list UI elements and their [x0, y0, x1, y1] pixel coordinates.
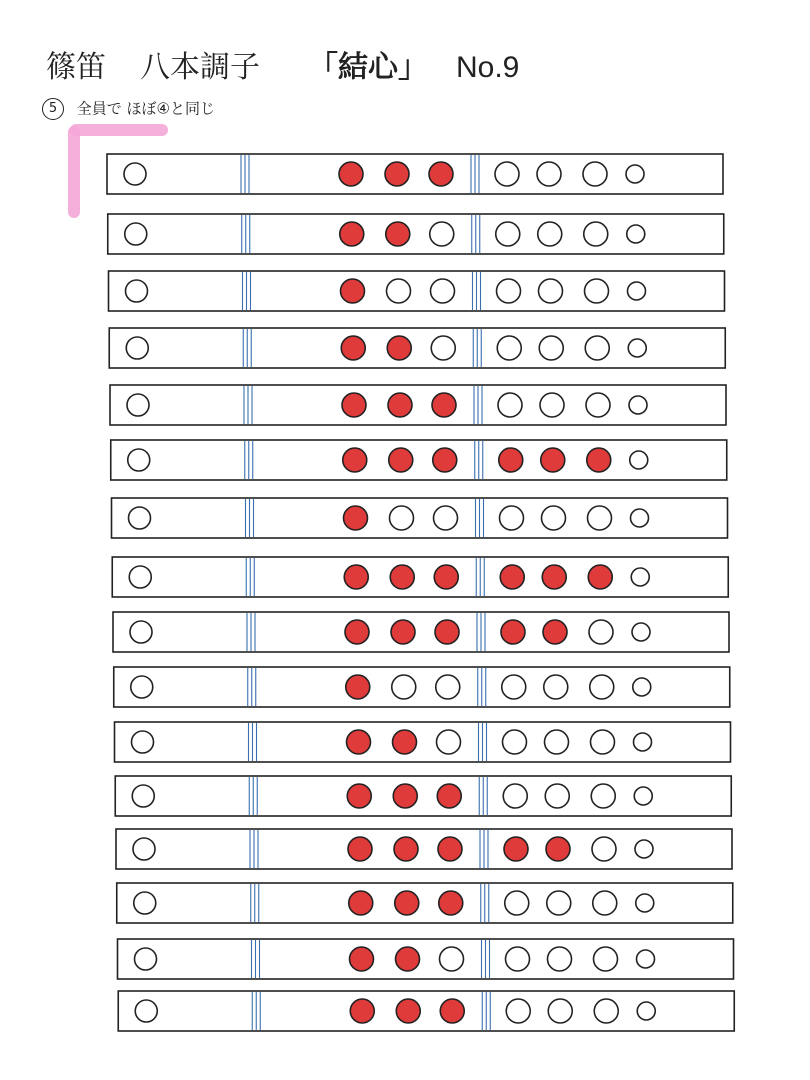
finger-hole-open: [585, 279, 609, 303]
flute-body: [109, 328, 725, 368]
finger-hole-open: [637, 950, 655, 968]
finger-hole-closed: [350, 947, 374, 971]
fingering-row: [118, 939, 734, 979]
embouchure-hole: [135, 948, 157, 970]
embouchure-hole: [124, 163, 146, 185]
embouchure-hole: [134, 892, 156, 914]
embouchure-hole: [127, 394, 149, 416]
finger-hole-open: [495, 162, 519, 186]
embouchure-hole: [129, 566, 151, 588]
finger-hole-closed: [541, 448, 565, 472]
finger-hole-closed: [346, 675, 370, 699]
finger-hole-closed: [438, 837, 462, 861]
finger-hole-open: [548, 999, 572, 1023]
finger-hole-closed: [439, 891, 463, 915]
finger-hole-closed: [429, 162, 453, 186]
flute-body: [118, 991, 734, 1031]
finger-hole-open: [634, 787, 652, 805]
finger-hole-open: [431, 279, 455, 303]
finger-hole-closed: [348, 837, 372, 861]
finger-hole-open: [544, 675, 568, 699]
finger-hole-open: [631, 568, 649, 586]
finger-hole-open: [545, 784, 569, 808]
finger-hole-closed: [437, 784, 461, 808]
finger-hole-closed: [394, 837, 418, 861]
finger-hole-closed: [546, 837, 570, 861]
fingering-row: [113, 612, 729, 652]
finger-hole-open: [636, 894, 654, 912]
finger-hole-closed: [393, 784, 417, 808]
flute-body: [113, 612, 729, 652]
finger-hole-closed: [393, 730, 417, 754]
flute-body: [114, 667, 730, 707]
fingering-row: [112, 557, 728, 597]
finger-hole-open: [628, 282, 646, 300]
finger-hole-open: [585, 336, 609, 360]
finger-hole-open: [633, 678, 651, 696]
finger-hole-closed: [434, 565, 458, 589]
finger-hole-open: [503, 730, 527, 754]
finger-hole-open: [436, 675, 460, 699]
embouchure-hole: [126, 280, 148, 302]
sheet-number: No.9: [456, 51, 520, 84]
embouchure-hole: [133, 838, 155, 860]
finger-hole-open: [537, 162, 561, 186]
embouchure-hole: [128, 449, 150, 471]
finger-hole-open: [586, 393, 610, 417]
finger-hole-open: [545, 730, 569, 754]
finger-hole-open: [631, 509, 649, 527]
finger-hole-closed: [387, 336, 411, 360]
finger-hole-closed: [504, 837, 528, 861]
finger-hole-closed: [341, 336, 365, 360]
finger-hole-closed: [433, 448, 457, 472]
fingering-row: [115, 776, 731, 816]
finger-hole-closed: [501, 620, 525, 644]
finger-hole-open: [540, 393, 564, 417]
finger-hole-open: [594, 947, 618, 971]
finger-hole-closed: [435, 620, 459, 644]
instrument-name: 篠笛: [46, 50, 106, 85]
finger-hole-closed: [389, 448, 413, 472]
finger-hole-closed: [432, 393, 456, 417]
fingering-row: [115, 722, 731, 762]
finger-hole-open: [547, 891, 571, 915]
finger-hole-closed: [349, 891, 373, 915]
finger-hole-closed: [440, 999, 464, 1023]
finger-hole-open: [502, 675, 526, 699]
finger-hole-open: [634, 733, 652, 751]
finger-hole-open: [497, 336, 521, 360]
finger-hole-open: [629, 396, 647, 414]
finger-hole-closed: [391, 620, 415, 644]
flute-body: [110, 385, 726, 425]
finger-hole-open: [505, 891, 529, 915]
finger-hole-closed: [395, 891, 419, 915]
finger-hole-open: [503, 784, 527, 808]
flute-body: [112, 498, 728, 538]
fingering-row: [117, 883, 733, 923]
finger-hole-closed: [345, 620, 369, 644]
flute-body: [115, 776, 731, 816]
finger-hole-open: [440, 947, 464, 971]
finger-hole-open: [496, 222, 520, 246]
finger-hole-closed: [340, 222, 364, 246]
finger-hole-closed: [542, 565, 566, 589]
finger-hole-closed: [587, 448, 611, 472]
finger-hole-open: [497, 279, 521, 303]
note-index: 5: [42, 98, 64, 120]
fingering-row: [116, 829, 732, 869]
finger-hole-open: [632, 623, 650, 641]
flute-body: [108, 214, 724, 254]
finger-hole-open: [584, 222, 608, 246]
finger-hole-closed: [343, 448, 367, 472]
finger-hole-closed: [543, 620, 567, 644]
finger-hole-closed: [386, 222, 410, 246]
finger-hole-open: [506, 999, 530, 1023]
finger-hole-open: [434, 506, 458, 530]
finger-hole-closed: [396, 999, 420, 1023]
key-name: 八本調子: [140, 50, 260, 85]
embouchure-hole: [132, 731, 154, 753]
embouchure-hole: [135, 1000, 157, 1022]
fingering-row: [107, 154, 723, 194]
finger-hole-open: [591, 784, 615, 808]
finger-hole-open: [626, 165, 644, 183]
fingering-row: [111, 440, 727, 480]
flute-body: [109, 271, 725, 311]
finger-hole-open: [390, 506, 414, 530]
finger-hole-open: [627, 225, 645, 243]
finger-hole-open: [591, 730, 615, 754]
finger-hole-open: [628, 339, 646, 357]
finger-hole-open: [589, 620, 613, 644]
finger-hole-closed: [347, 784, 371, 808]
flute-body: [118, 939, 734, 979]
embouchure-hole: [131, 676, 153, 698]
finger-hole-closed: [339, 162, 363, 186]
finger-hole-open: [592, 837, 616, 861]
flute-body: [116, 829, 732, 869]
finger-hole-closed: [347, 730, 371, 754]
finger-hole-open: [387, 279, 411, 303]
fingering-row: [109, 271, 725, 311]
finger-hole-open: [590, 675, 614, 699]
finger-hole-closed: [341, 279, 365, 303]
finger-hole-open: [539, 336, 563, 360]
note-text: 全員で ほぼ④と同じ: [76, 99, 215, 118]
embouchure-hole: [132, 785, 154, 807]
finger-hole-closed: [385, 162, 409, 186]
finger-hole-open: [548, 947, 572, 971]
finger-hole-open: [594, 999, 618, 1023]
finger-hole-open: [630, 451, 648, 469]
flute-body: [112, 557, 728, 597]
fingering-row: [118, 991, 734, 1031]
fingering-row: [108, 214, 724, 254]
embouchure-hole: [130, 621, 152, 643]
finger-hole-closed: [396, 947, 420, 971]
finger-hole-open: [506, 947, 530, 971]
finger-hole-closed: [344, 506, 368, 530]
flute-body: [107, 154, 723, 194]
finger-hole-open: [498, 393, 522, 417]
finger-hole-closed: [588, 565, 612, 589]
finger-hole-closed: [350, 999, 374, 1023]
embouchure-hole: [126, 337, 148, 359]
song-title: 「結心」: [308, 50, 428, 85]
finger-hole-open: [431, 336, 455, 360]
finger-hole-open: [588, 506, 612, 530]
finger-hole-open: [437, 730, 461, 754]
finger-hole-open: [583, 162, 607, 186]
finger-hole-closed: [499, 448, 523, 472]
finger-hole-open: [392, 675, 416, 699]
fingering-row: [112, 498, 728, 538]
finger-hole-closed: [344, 565, 368, 589]
embouchure-hole: [125, 223, 147, 245]
fingering-row: [110, 385, 726, 425]
flute-body: [115, 722, 731, 762]
finger-hole-open: [542, 506, 566, 530]
finger-hole-open: [539, 279, 563, 303]
finger-hole-closed: [388, 393, 412, 417]
finger-hole-open: [593, 891, 617, 915]
finger-hole-open: [538, 222, 562, 246]
flute-body: [117, 883, 733, 923]
finger-hole-open: [430, 222, 454, 246]
fingering-row: [109, 328, 725, 368]
fingering-row: [114, 667, 730, 707]
finger-hole-open: [500, 506, 524, 530]
finger-hole-open: [637, 1002, 655, 1020]
flute-body: [111, 440, 727, 480]
finger-hole-closed: [390, 565, 414, 589]
embouchure-hole: [129, 507, 151, 529]
finger-hole-closed: [342, 393, 366, 417]
finger-hole-open: [635, 840, 653, 858]
finger-hole-closed: [500, 565, 524, 589]
